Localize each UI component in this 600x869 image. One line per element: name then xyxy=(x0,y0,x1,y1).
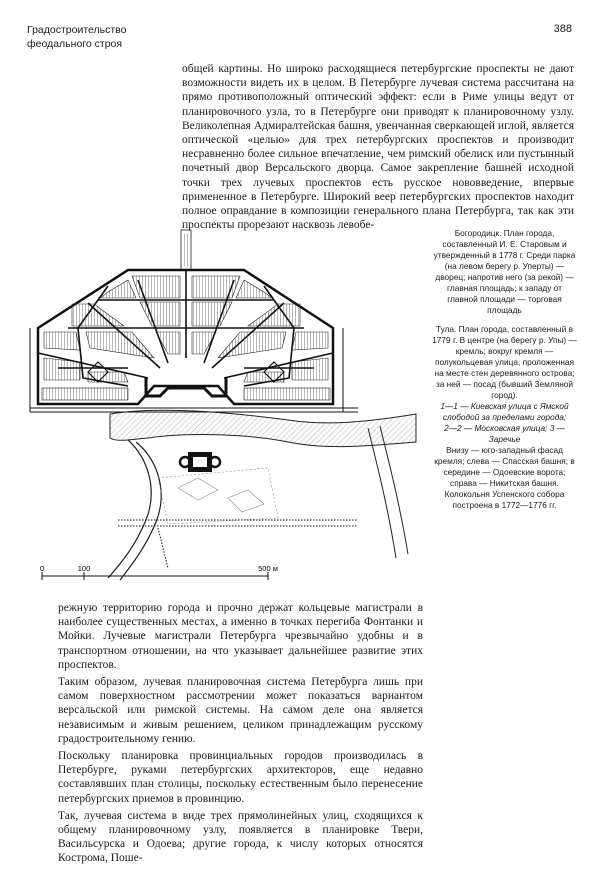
city-plan-figure xyxy=(28,228,420,590)
body-text-top: общей картины. Но широко расходящиеся петербургские проспекты не дают возможности видеть их в целом. В Петербурге лучевая система рассчитана на прямо противоположный оптический эффект: если в Риме улицы ведут от планировочного узла, то в Петербурге они приводят к планировочному узлу. Великолепная Адмиралтейская башня, увенчанная сверкающей иглой, является оптической «целью» для трех петербургских проспектов и производит несравненно более сильное впечатление, чем римский обелиск или пустынный почетный двор Версальского дворца. Самое закрепление башней исходной точки трех лучевых проспектов есть русское нововведение, впервые примененное в Петербурге. Широкий веер петербургских проспектов находит полное оправдание в композиции генерального плана Петербурга, так как эти проспекты прорезают насквозь левобе- xyxy=(182,63,574,232)
scale-label-500: 500 м xyxy=(258,564,278,573)
paragraph: Поскольку планировка провинциальных городов производилась в Петербурге, руками петербургских архитекторов, еще недавно составлявших план столицы, поскольку естественным было перенесение петербургских приемов в провинцию. xyxy=(58,750,423,805)
scale-label-100: 100 xyxy=(77,564,91,573)
scale-label-0: 0 xyxy=(39,564,45,573)
scale-bar xyxy=(40,564,278,580)
palace-park xyxy=(158,452,278,524)
caption-tula-facade: Внизу — юго-западный фасад кремля; слева — Спасская башня; в середине — Одоевские ворота; справа — Никитская башня. Колокольня Успенского собора построена в 1772—1776 гг. xyxy=(434,445,575,510)
bogoroditsk-plan xyxy=(28,228,420,590)
north-avenue xyxy=(181,230,191,270)
running-head: Градостроительство феодального строя xyxy=(27,24,127,50)
caption-tula: Тула. План города, составленный в 1779 г. В центре (на берегу р. Упы) — кремль; вокруг кремля — полукольцевая улица, проложенная на месте стен деревянного острова; за ней — посад (бывший Земляной город). xyxy=(432,324,577,400)
paragraph: Таким образом, лучевая планировочная система Петербурга лишь при самом поверхностном рассмотрении может показаться вариантом версальской или римской системы. На самом деле она является независимым и живым решением, целиком принадлежащим русскому градостроительному гению. xyxy=(58,676,423,745)
paragraph: Так, лучевая система в виде трех прямолинейных улиц, сходящихся к общему планировочному узлу, появляется в планировке Твери, Васильсурска и Одоева; другие города, к числу которых относятся Кострома, Поше- xyxy=(58,809,423,865)
caption-tula-legend-1: 1—1 — Киевская улица с Ямской слободой за пределами города; xyxy=(440,401,569,422)
caption-bogoroditsk: Богородицк. План города, составленный И. Е. Старовым и утвержденный в 1778 г. Среди парка (на левом берегу р. Уперты) — дворец; напротив него (за рекой) — главная площадь; к западу от главной площади — торговая площадь xyxy=(433,228,576,315)
street-network xyxy=(38,270,333,386)
paragraph: режную территорию города и прочно держат кольцевые магистрали в наиболее существенных местах, а именно в точках перегиба Фонтанки и Мойки. Лучевые магистрали Петербурга чрезвычайно удобны и в транспортном отношении, на что указывает дальнейшее развитие этих проспектов. xyxy=(58,602,423,671)
caption-tula-legend-2: 2—2 — Московская улица; 3 — Заречье xyxy=(444,423,565,444)
body-text-bottom xyxy=(58,601,423,869)
river xyxy=(108,410,416,580)
page-number: 388 xyxy=(553,23,572,35)
figure-captions xyxy=(432,228,577,511)
